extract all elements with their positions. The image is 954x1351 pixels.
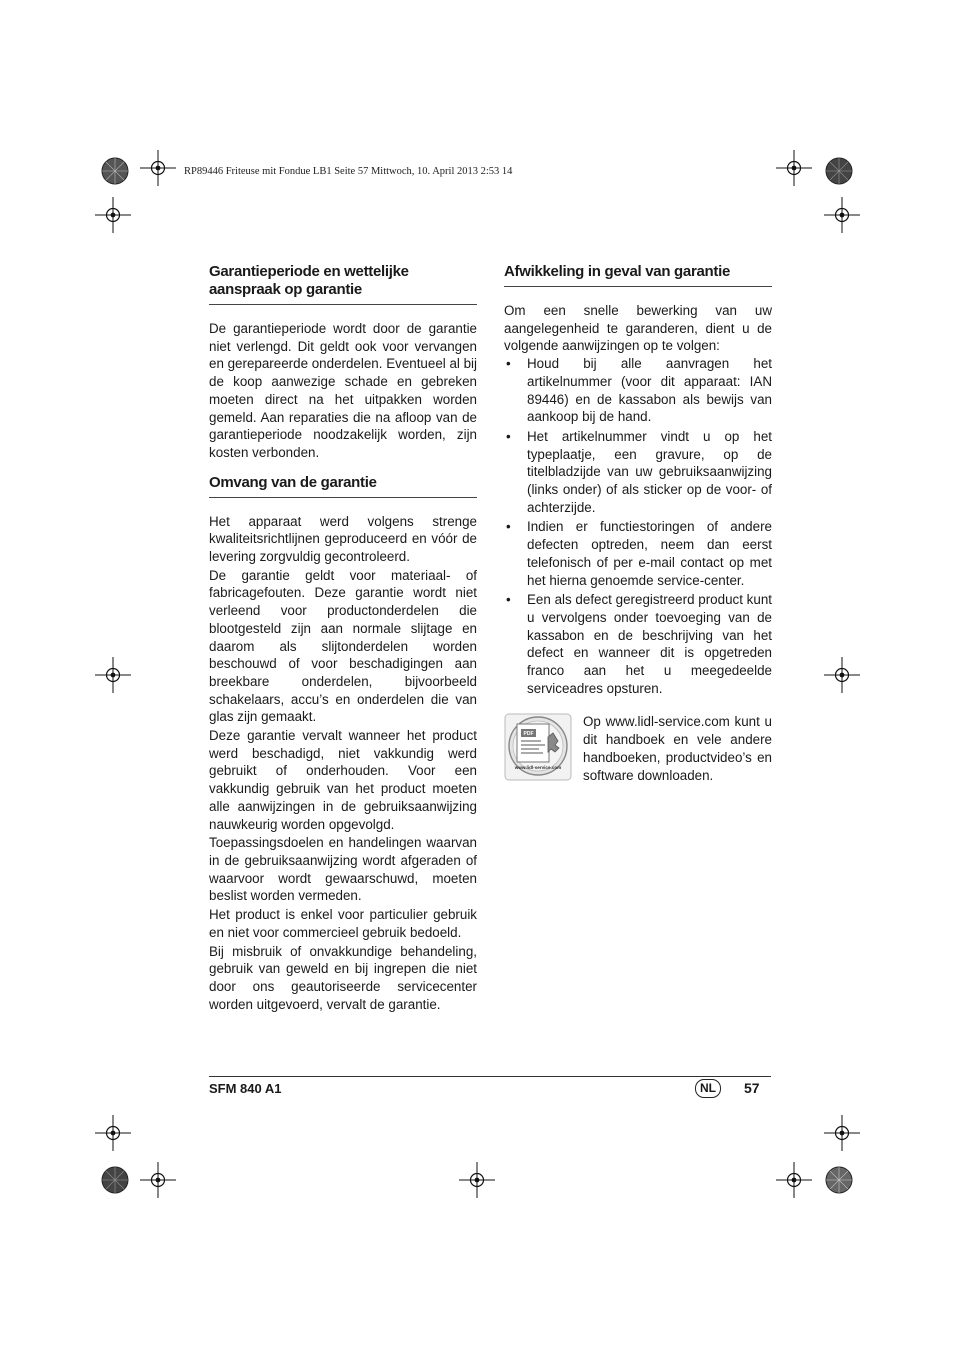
list-item: • Houd bij alle aanvragen het artikelnummer (voor dit apparaat: IAN 89446) en de kassabon als bewijs van aankoop bij de hand. xyxy=(506,356,772,425)
registration-mark-icon xyxy=(95,657,131,693)
paragraph: De garantie geldt voor materiaal- of fabricagefouten. Deze garantie wordt niet verleend voor productonderdelen die blootgesteld zijn aan normale slijtage en daarom als slijtonderdelen worden beschouwd of voor beschadigingen aan breekbare onderdelen, bijvoorbeeld schakelaars, accu’s en onderdelen die van glas zijn gemaakt. xyxy=(209,567,477,725)
lidl-service-icon xyxy=(504,713,572,781)
registration-mark-icon xyxy=(140,150,176,186)
color-wheel-icon xyxy=(101,157,129,185)
bullet-icon: • xyxy=(506,592,511,608)
model-number: SFM 840 A1 xyxy=(209,1081,282,1096)
service-paragraph: Op www.lidl-service.com kunt u dit handboek en vele andere handboeken, productvideo’s en software downloaden. xyxy=(583,714,772,783)
print-slug: RP89446 Friteuse mit Fondue LB1 Seite 57 Mittwoch, 10. April 2013 2:53 14 xyxy=(184,166,513,177)
bullet-icon: • xyxy=(506,428,511,444)
instruction-list xyxy=(504,355,772,697)
registration-mark-icon xyxy=(459,1162,495,1198)
color-wheel-icon xyxy=(101,1166,129,1194)
color-wheel-icon xyxy=(825,157,853,185)
heading-omvang: Omvang van de garantie xyxy=(209,474,477,498)
list-item: • Het artikelnummer vindt u op het typeplaatje, een gravure, op de titelbladzijde van uw gebruiksaanwijzing (links onder) of als sticker op de voor- of achterzijde. xyxy=(506,428,772,515)
registration-mark-icon xyxy=(95,197,131,233)
left-column xyxy=(209,263,477,1013)
paragraph: Bij misbruik of onvakkundige behandeling, gebruik van geweld en bij ingrepen die niet door ons geautoriseerde servicecenter worden uitgevoerd, vervalt de garantie. xyxy=(209,943,477,1012)
registration-mark-icon xyxy=(824,197,860,233)
logo-url-text: www.lidl-service.com xyxy=(514,765,562,771)
intro-paragraph: Om een snelle bewerking van uw aangelegenheid te garanderen, dient u de volgende aanwijzingen op te volgen: xyxy=(504,303,772,354)
paragraph: Het apparaat werd volgens strenge kwaliteitsrichtlijnen geproduceerd en vóór de levering zorgvuldig gecontroleerd. xyxy=(209,513,477,565)
paragraph: Toepassingsdoelen en handelingen waarvan in de gebruiksaanwijzing wordt afgeraden of waarvoor wordt gewaarschuwd, moeten beslist worden vermeden. xyxy=(209,835,477,904)
page-number: 57 xyxy=(744,1080,760,1096)
registration-mark-icon xyxy=(824,1115,860,1151)
list-item: • Een als defect geregistreerd product kunt u vervolgens onder toevoeging van de kassabon en de beschrijving van het defect en wanneer dit is opgetreden franco aan het u meegedeelde serviceadres opsturen. xyxy=(506,592,772,696)
paragraph: De garantieperiode wordt door de garantie niet verlengd. Dit geldt ook voor vervangen en gerepareerde onderdelen. Eventueel al bij de koop aanwezige schade en gebreken moeten direct na het uitpakken worden gemeld. Aan reparaties die na afloop van de garantieperiode noodzakelijk worden, zijn kosten verbonden. xyxy=(209,321,478,460)
service-info xyxy=(504,713,772,783)
heading-garantieperiode: Garantieperiode en wettelijke aanspraak op garantie xyxy=(209,263,477,305)
bullet-icon: • xyxy=(506,356,511,372)
footer-divider xyxy=(209,1076,771,1077)
registration-mark-icon xyxy=(776,1162,812,1198)
language-badge: NL xyxy=(695,1079,721,1098)
registration-mark-icon xyxy=(140,1162,176,1198)
registration-mark-icon xyxy=(824,657,860,693)
paragraph: Deze garantie vervalt wanneer het product werd beschadigd, niet vakkundig werd gebruikt of onderhouden. Voor een vakkundig gebruik van het product moeten alle aanwijzingen in de gebruiksaanwijzing nauwkeurig worden opgevolgd. xyxy=(209,728,477,832)
color-wheel-icon xyxy=(825,1166,853,1194)
bullet-icon: • xyxy=(506,519,511,535)
registration-mark-icon xyxy=(776,150,812,186)
paragraph: Het product is enkel voor particulier gebruik en niet voor commercieel gebruik bedoeld. xyxy=(209,907,477,940)
heading-afwikkeling: Afwikkeling in geval van garantie xyxy=(504,263,772,287)
right-column xyxy=(504,263,772,783)
svg-text:PDF: PDF xyxy=(523,731,534,738)
registration-mark-icon xyxy=(95,1115,131,1151)
list-item: • Indien er functiestoringen of andere defecten optreden, neem dan eerst telefonisch of per e-mail contact op met het hierna genoemde service-center. xyxy=(506,519,772,588)
